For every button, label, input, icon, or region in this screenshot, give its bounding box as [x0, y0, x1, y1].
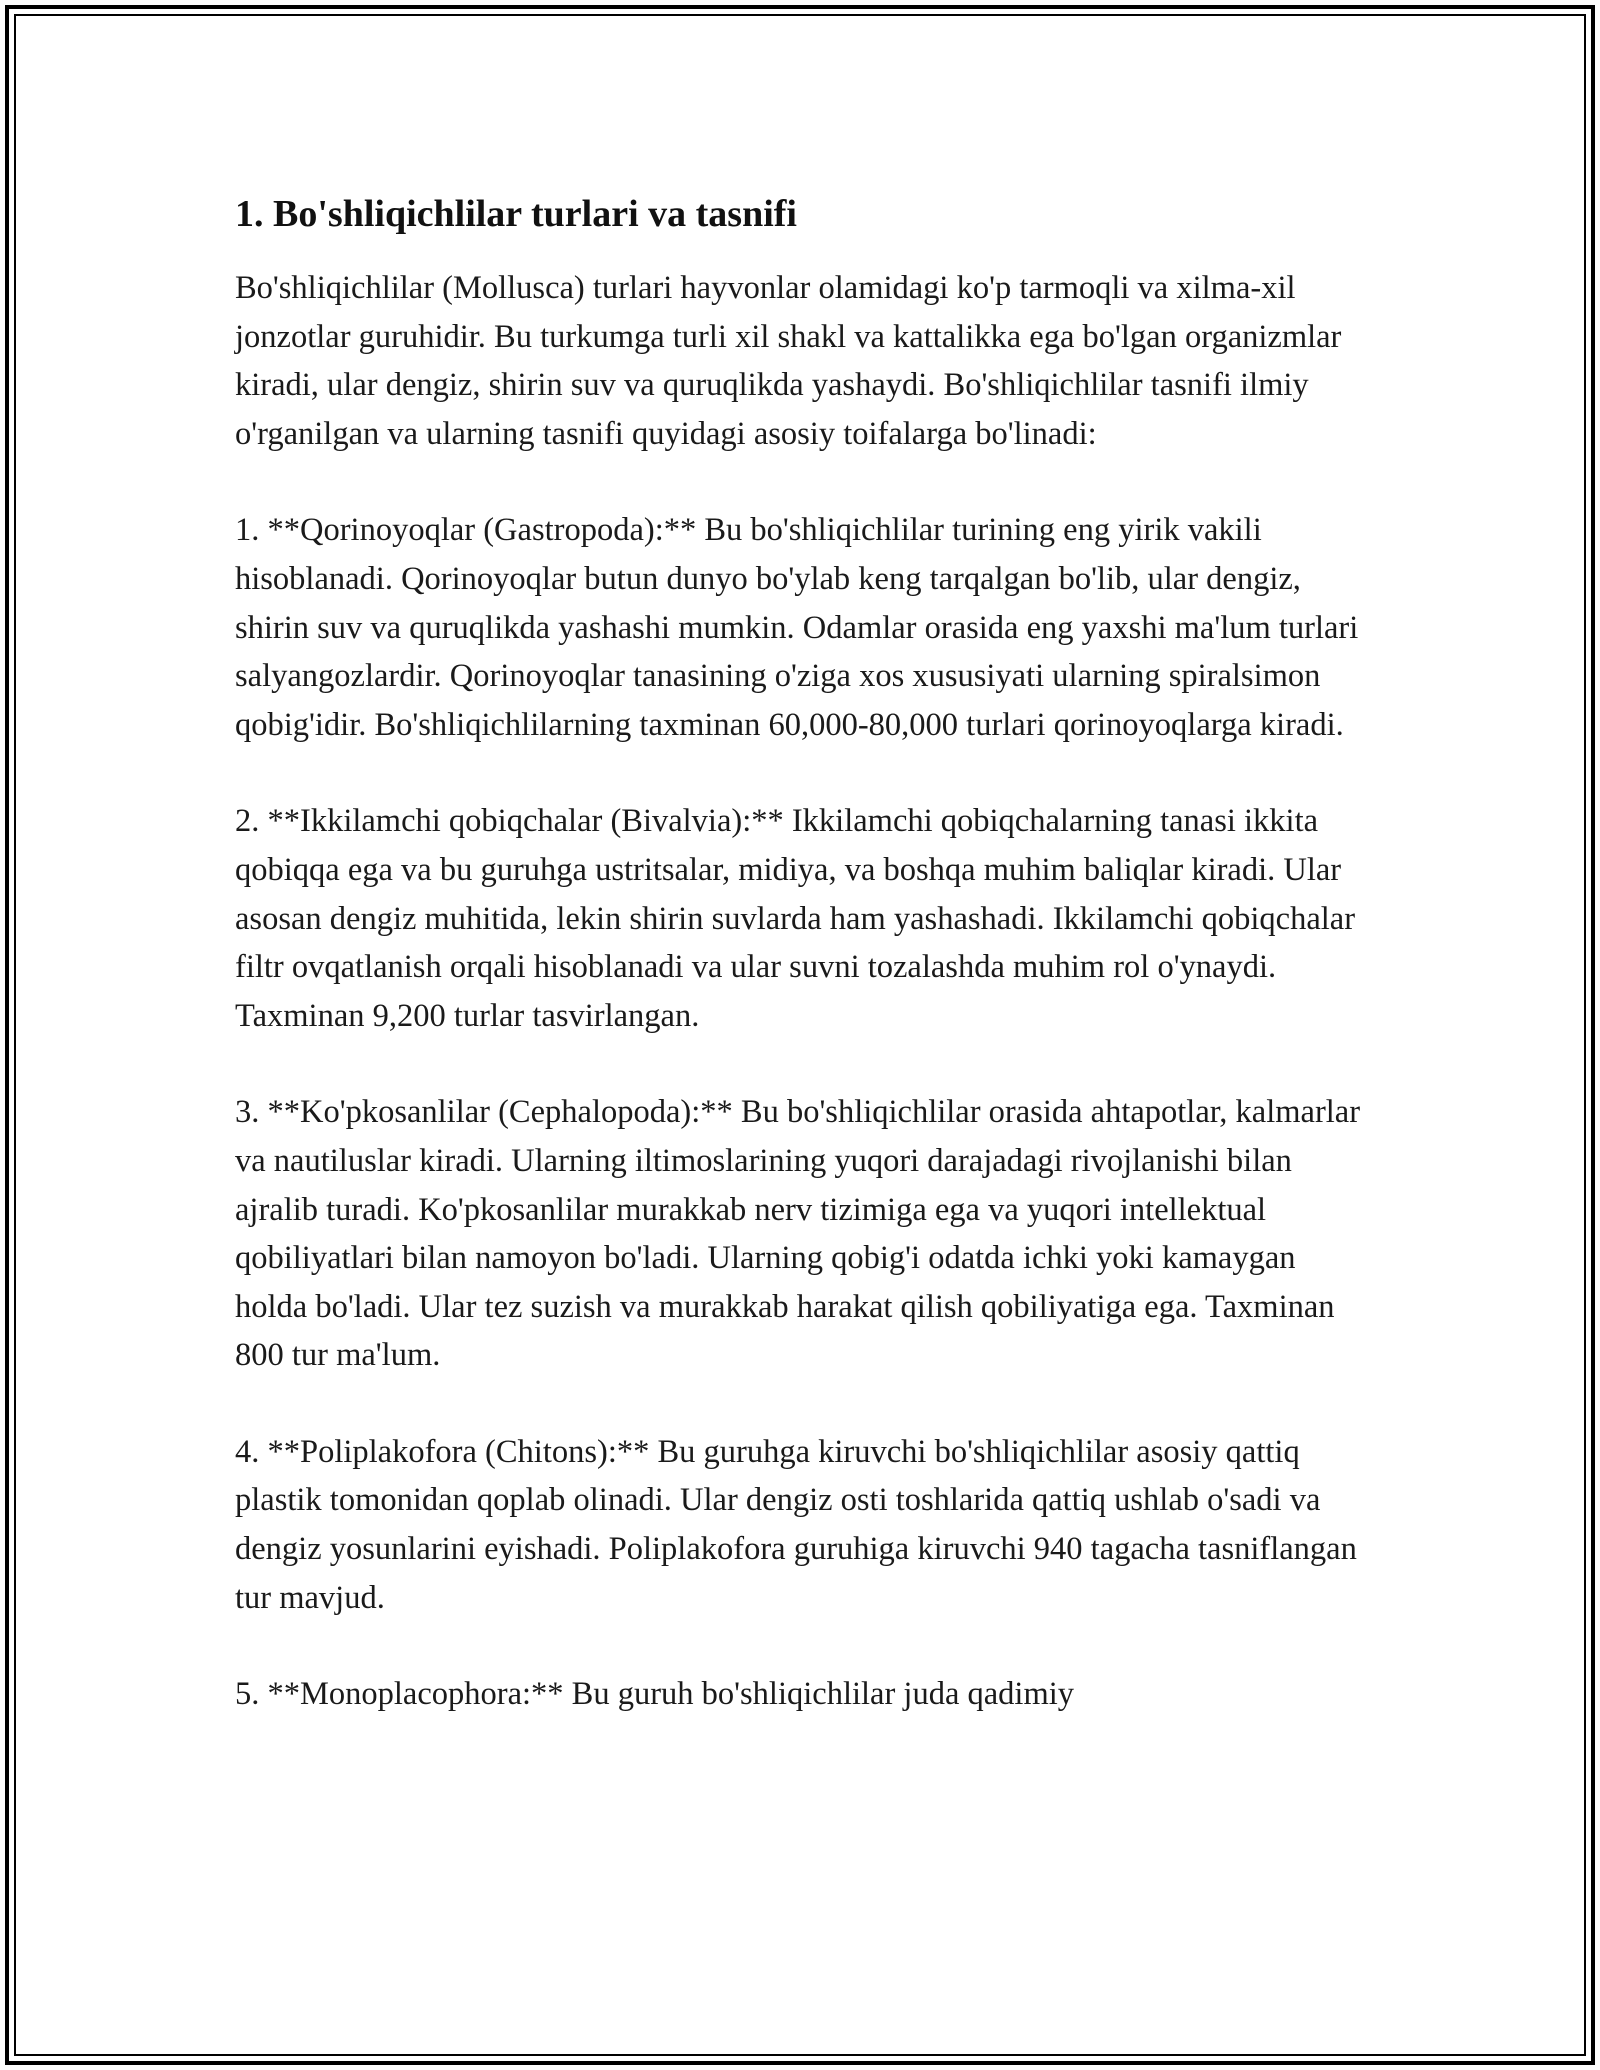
monoplacophora-paragraph: 5. **Monoplacophora:** Bu guruh bo'shliqichlilar juda qadimiy: [235, 1676, 1075, 1713]
gastropoda-paragraph: 1. **Qorinoyoqlar (Gastropoda):** Bu bo'shliqichlilar turining eng yirik vakili hisoblanadi. Qorinoyoqlar butun dunyo bo'ylab keng tarqalgan bo'lib, ular dengiz, shirin suv va quruqlikda yashashi mumkin. Odamlar orasida eng yaxshi ma'lum turlari salyangozlardir. Qorinoyoqlar tanasining o'ziga xos xususiyati ularning spiralsimon qobig'idir. Bo'shliqichlilarning taxminan 60,000-80,000 turlari qorinoyoqlarga kiradi.: [235, 512, 1359, 743]
polyplacophora-paragraph: 4. **Poliplakofora (Chitons):** Bu guruhga kiruvchi bo'shliqichlilar asosiy qattiq plastik tomonidan qoplab olinadi. Ular dengiz osti toshlarida qattiq ushlab o'sadi va dengiz yosunlarini eyishadi. Poliplakofora guruhiga kiruvchi 940 tagacha tasniflangan tur mavjud.: [235, 1433, 1357, 1616]
document-body: [235, 186, 1375, 1767]
bivalvia-paragraph: 2. **Ikkilamchi qobiqchalar (Bivalvia):** Ikkilamchi qobiqchalarning tanasi ikkita qobiqqa ega va bu guruhga ustritsalar, midiya, va boshqa muhim baliqlar kiradi. Ular asosan dengiz muhitida, lekin shirin suvlarda ham yashashadi. Ikkilamchi qobiqchalar filtr ovqatlanish orqali hisoblanadi va ular suvni tozalashda muhim rol o'ynaydi. Taxminan 9,200 turlar tasvirlangan.: [235, 803, 1356, 1034]
cephalopoda-paragraph: 3. **Ko'pkosanlilar (Cephalopoda):** Bu bo'shliqichlilar orasida ahtapotlar, kalmarlar va nautiluslar kiradi. Ularning iltimoslarining yuqori darajadagi rivojlanishi bilan ajralib turadi. Ko'pkosanlilar murakkab nerv tizimiga ega va yuqori intellektual qobiliyatlari bilan namoyon bo'ladi. Ularning qobig'i odatda ichki yoki kamaygan holda bo'ladi. Ular tez suzish va murakkab harakat qilish qobiliyatiga ega. Taxminan 800 tur ma'lum.: [235, 1094, 1361, 1374]
section-heading: 1. Bo'shliqichlilar turlari va tasnifi: [235, 193, 797, 235]
intro-paragraph: Bo'shliqichlilar (Mollusca) turlari hayvonlar olamidagi ko'p tarmoqli va xilma-xil jonzotlar guruhidir. Bu turkumga turli xil shakl va kattalikka ega bo'lgan organizmlar kiradi, ular dengiz, shirin suv va quruqlikda yashaydi. Bo'shliqichlilar tasnifi ilmiy o'rganilgan va ularning tasnifi quyidagi asosiy toifalarga bo'linadi:: [235, 270, 1342, 452]
